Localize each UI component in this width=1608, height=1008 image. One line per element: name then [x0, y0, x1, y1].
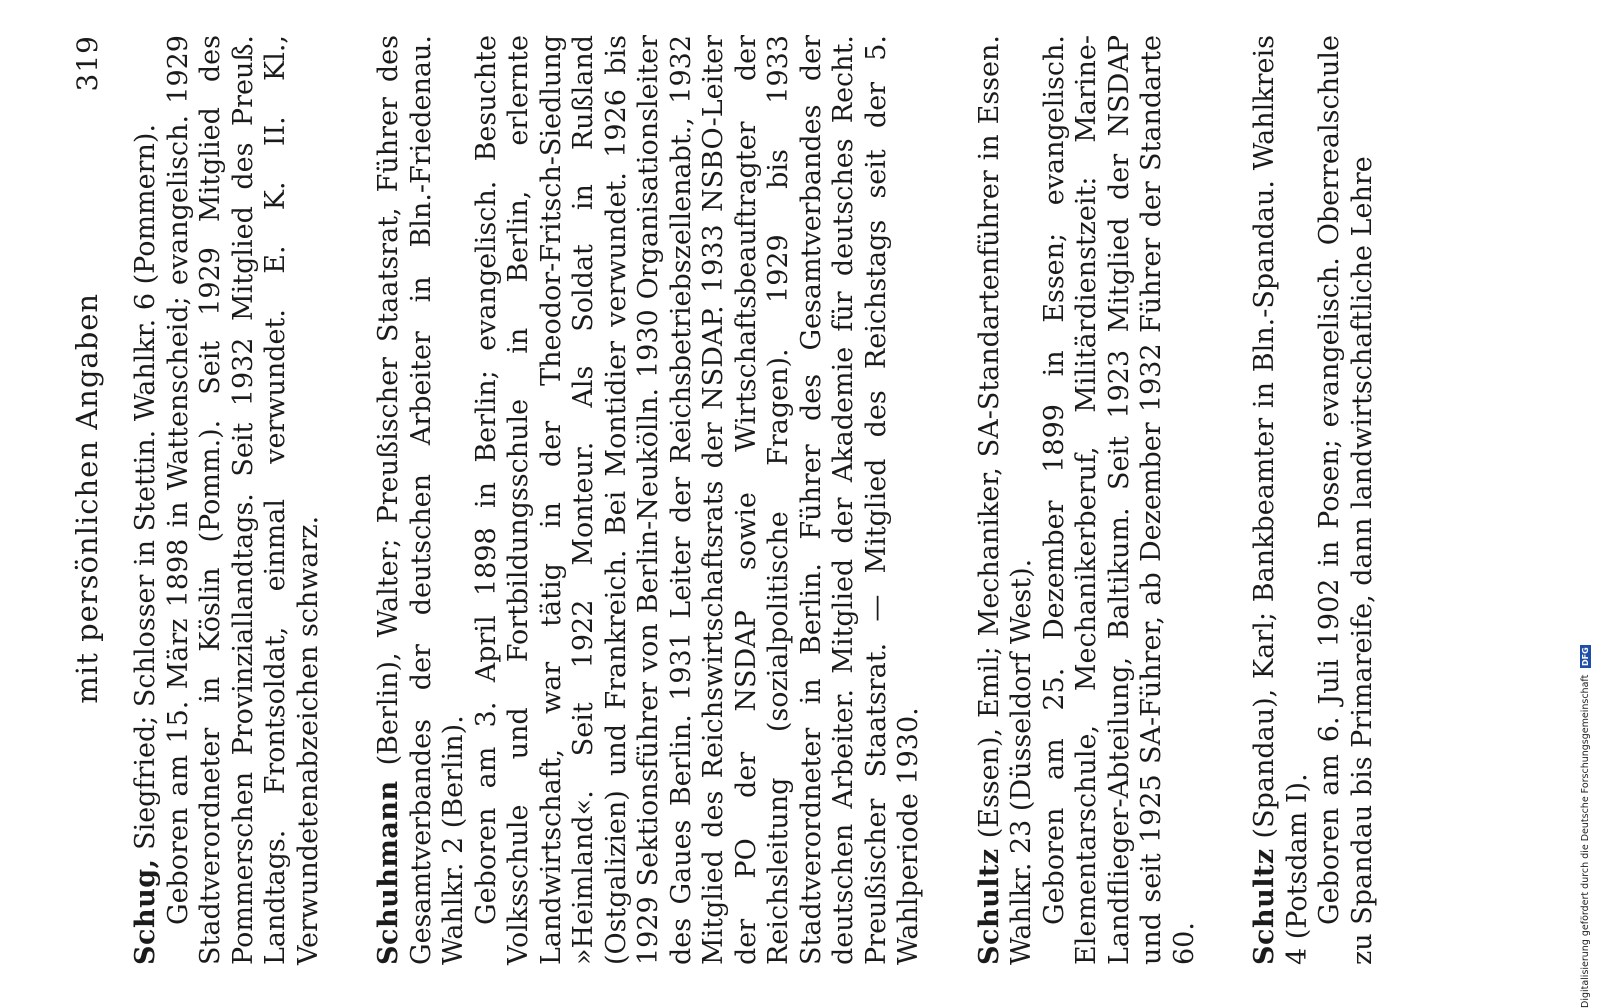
page-number: 319 [71, 35, 104, 92]
dfg-logo: DFG [1581, 646, 1590, 666]
entry-name: Schultz [973, 848, 1005, 965]
entry-heading [130, 35, 163, 965]
entry-body: Geboren am 6. Juli 1902 in Posen; evangelisch. Oberrealschule zu Spandau bis Primareife, dann landwirtschaftliche Lehre [1314, 35, 1378, 965]
entry-intro: (Berlin), Walter; Preußischer Staatsrat, Führer des Gesamtverbandes der deutschen Arbeiter in Bln.-Friedenau. Wahlkr. 2 (Berlin). [373, 35, 469, 965]
entry-intro: Siegfried; Schlosser in Stettin. Wahlkr. 6 (Pommern). [130, 123, 161, 859]
entry-heading [974, 35, 1039, 965]
rotated-page [70, 35, 1510, 965]
page-header [70, 35, 120, 965]
credit-text: Digitalisierung gefördert durch die Deutsche Forschungsgemeinschaft [1580, 674, 1591, 1008]
biography-entry [1249, 35, 1379, 965]
entry-heading [373, 35, 471, 965]
biography-entry [974, 35, 1202, 965]
entry-name: Schug, [130, 858, 161, 965]
entry-body: Geboren am 3. April 1898 in Berlin; evangelisch. Besuchte Volksschule und Fortbildungsschule in Berlin, erlernte Landwirtschaft, war tätig in der Theodor-Fritsch-Siedlung »Heimland«. Seit 1922 Monteur. Als Soldat in Rußland (Ostgalizien) und Frankreich. Bei Montidier verwundet. 1926 bis 1929 Sektionsführer von Berlin-Neukölln. 1930 Organisationsleiter des Gaues Berlin. 1931 Leiter der Reichsbetriebszellenabt., 1932 Mitglied des Reichswirtschaftsrats der NSDAP. 1933 NSBO-Leiter der PO der NSDAP sowie Wirtschaftsbeauftragter der Reichsleitung (sozialpolitische Fragen). 1929 bis 1933 Stadtverordneter in Berlin. Führer des Gesamtverbandes der deutschen Arbeiter. Mitglied der Akademie für deutsches Recht. Preußischer Staatsrat. — Mitglied des Reichstags seit der 5. Wahlperiode 1930. [470, 35, 924, 965]
entry-heading [1249, 35, 1314, 965]
entry-body: Geboren am 25. Dezember 1899 in Essen; evangelisch. Elementarschule, Mechanikerberuf, Militärdienstzeit: Marine-Landflieger-Abteilung, Baltikum. Seit 1923 Mitglied der NSDAP und seit 1925 SA-Führer, ab Dezember 1932 Führer der Standarte 60. [1038, 35, 1200, 965]
running-title: mit persönlichen Angaben [70, 292, 104, 704]
entry-intro: (Essen), Emil; Mechaniker, SA-Standartenführer in Essen. Wahlkr. 23 (Düsseldorf West). [973, 35, 1037, 965]
entry-intro: (Spandau), Karl; Bankbeamter in Bln.-Spandau. Wahlkreis 4 (Potsdam I). [1249, 35, 1313, 965]
digitization-credit [1580, 8, 1604, 1008]
entry-name: Schultz [1249, 848, 1280, 965]
biography-entry [130, 35, 325, 965]
biography-entry [373, 35, 926, 965]
entry-body: Geboren am 15. März 1898 in Wattenscheid; evangelisch. 1929 Stadtverordneter in Köslin (Pomm.). Seit 1929 Mitglied des Pommerschen Provinziallandtags. Seit 1932 Mitglied des Preuß. Landtags. Frontsoldat, einmal verwundet. E. K. II. Kl., Verwundetenabzeichen schwarz. [162, 35, 324, 965]
entry-name: Schuhmann [373, 780, 404, 965]
